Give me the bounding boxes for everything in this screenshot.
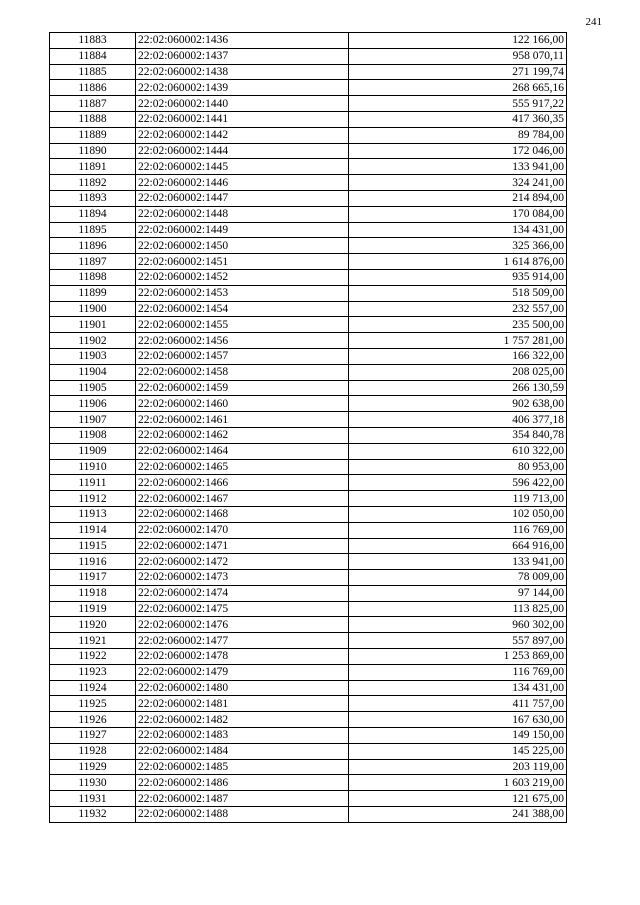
table-row bbox=[50, 380, 567, 396]
table-row bbox=[50, 601, 567, 617]
table-row bbox=[50, 159, 567, 175]
value-cell: 172 046,00 bbox=[349, 143, 567, 159]
table-row bbox=[50, 175, 567, 191]
value-cell: 235 500,00 bbox=[349, 317, 567, 333]
table-row bbox=[50, 759, 567, 775]
cadastral-number-cell: 22:02:060002:1444 bbox=[136, 143, 349, 159]
value-cell: 116 769,00 bbox=[349, 522, 567, 538]
table-row bbox=[50, 712, 567, 728]
row-number-cell: 11883 bbox=[50, 33, 136, 49]
row-number-cell: 11901 bbox=[50, 317, 136, 333]
table-row bbox=[50, 538, 567, 554]
cadastral-number-cell: 22:02:060002:1447 bbox=[136, 190, 349, 206]
table-row bbox=[50, 680, 567, 696]
table-row bbox=[50, 412, 567, 428]
row-number-cell: 11931 bbox=[50, 791, 136, 807]
cadastral-number-cell: 22:02:060002:1457 bbox=[136, 348, 349, 364]
cadastral-number-cell: 22:02:060002:1458 bbox=[136, 364, 349, 380]
value-cell: 664 916,00 bbox=[349, 538, 567, 554]
cadastral-number-cell: 22:02:060002:1476 bbox=[136, 617, 349, 633]
row-number-cell: 11929 bbox=[50, 759, 136, 775]
value-cell: 121 675,00 bbox=[349, 791, 567, 807]
table-row bbox=[50, 696, 567, 712]
value-cell: 133 941,00 bbox=[349, 554, 567, 570]
row-number-cell: 11919 bbox=[50, 601, 136, 617]
cadastral-number-cell: 22:02:060002:1436 bbox=[136, 33, 349, 49]
cadastral-number-cell: 22:02:060002:1480 bbox=[136, 680, 349, 696]
value-cell: 268 665,16 bbox=[349, 80, 567, 96]
table-row bbox=[50, 443, 567, 459]
cadastral-number-cell: 22:02:060002:1486 bbox=[136, 775, 349, 791]
cadastral-number-cell: 22:02:060002:1482 bbox=[136, 712, 349, 728]
cadastral-number-cell: 22:02:060002:1475 bbox=[136, 601, 349, 617]
row-number-cell: 11914 bbox=[50, 522, 136, 538]
cadastral-number-cell: 22:02:060002:1446 bbox=[136, 175, 349, 191]
row-number-cell: 11899 bbox=[50, 285, 136, 301]
registry-table-body bbox=[50, 33, 567, 823]
value-cell: 134 431,00 bbox=[349, 680, 567, 696]
cadastral-number-cell: 22:02:060002:1452 bbox=[136, 269, 349, 285]
value-cell: 1 603 219,00 bbox=[349, 775, 567, 791]
row-number-cell: 11902 bbox=[50, 333, 136, 349]
row-number-cell: 11926 bbox=[50, 712, 136, 728]
table-row bbox=[50, 206, 567, 222]
row-number-cell: 11888 bbox=[50, 111, 136, 127]
value-cell: 113 825,00 bbox=[349, 601, 567, 617]
row-number-cell: 11907 bbox=[50, 412, 136, 428]
cadastral-number-cell: 22:02:060002:1451 bbox=[136, 254, 349, 270]
cadastral-number-cell: 22:02:060002:1445 bbox=[136, 159, 349, 175]
row-number-cell: 11917 bbox=[50, 570, 136, 586]
table-row bbox=[50, 238, 567, 254]
cadastral-number-cell: 22:02:060002:1454 bbox=[136, 301, 349, 317]
value-cell: 1 757 281,00 bbox=[349, 333, 567, 349]
row-number-cell: 11913 bbox=[50, 506, 136, 522]
value-cell: 145 225,00 bbox=[349, 743, 567, 759]
table-row bbox=[50, 775, 567, 791]
value-cell: 134 431,00 bbox=[349, 222, 567, 238]
value-cell: 208 025,00 bbox=[349, 364, 567, 380]
cadastral-number-cell: 22:02:060002:1478 bbox=[136, 649, 349, 665]
table-row bbox=[50, 506, 567, 522]
row-number-cell: 11896 bbox=[50, 238, 136, 254]
cadastral-number-cell: 22:02:060002:1438 bbox=[136, 64, 349, 80]
row-number-cell: 11908 bbox=[50, 427, 136, 443]
value-cell: 80 953,00 bbox=[349, 459, 567, 475]
table-row bbox=[50, 396, 567, 412]
row-number-cell: 11924 bbox=[50, 680, 136, 696]
cadastral-number-cell: 22:02:060002:1467 bbox=[136, 491, 349, 507]
cadastral-number-cell: 22:02:060002:1441 bbox=[136, 111, 349, 127]
cadastral-number-cell: 22:02:060002:1448 bbox=[136, 206, 349, 222]
value-cell: 596 422,00 bbox=[349, 475, 567, 491]
value-cell: 149 150,00 bbox=[349, 728, 567, 744]
table-row bbox=[50, 633, 567, 649]
cadastral-number-cell: 22:02:060002:1449 bbox=[136, 222, 349, 238]
cadastral-number-cell: 22:02:060002:1465 bbox=[136, 459, 349, 475]
value-cell: 555 917,22 bbox=[349, 96, 567, 112]
value-cell: 170 084,00 bbox=[349, 206, 567, 222]
table-row bbox=[50, 364, 567, 380]
cadastral-number-cell: 22:02:060002:1440 bbox=[136, 96, 349, 112]
cadastral-number-cell: 22:02:060002:1462 bbox=[136, 427, 349, 443]
table-row bbox=[50, 743, 567, 759]
row-number-cell: 11889 bbox=[50, 127, 136, 143]
table-row bbox=[50, 791, 567, 807]
table-row bbox=[50, 269, 567, 285]
value-cell: 116 769,00 bbox=[349, 664, 567, 680]
table-row bbox=[50, 333, 567, 349]
cadastral-number-cell: 22:02:060002:1473 bbox=[136, 570, 349, 586]
value-cell: 78 009,00 bbox=[349, 570, 567, 586]
table-row bbox=[50, 585, 567, 601]
value-cell: 241 388,00 bbox=[349, 807, 567, 823]
value-cell: 89 784,00 bbox=[349, 127, 567, 143]
cadastral-number-cell: 22:02:060002:1488 bbox=[136, 807, 349, 823]
cadastral-number-cell: 22:02:060002:1471 bbox=[136, 538, 349, 554]
row-number-cell: 11909 bbox=[50, 443, 136, 459]
page-number: 241 bbox=[585, 16, 602, 28]
value-cell: 935 914,00 bbox=[349, 269, 567, 285]
row-number-cell: 11895 bbox=[50, 222, 136, 238]
cadastral-number-cell: 22:02:060002:1487 bbox=[136, 791, 349, 807]
row-number-cell: 11911 bbox=[50, 475, 136, 491]
cadastral-number-cell: 22:02:060002:1450 bbox=[136, 238, 349, 254]
value-cell: 406 377,18 bbox=[349, 412, 567, 428]
value-cell: 97 144,00 bbox=[349, 585, 567, 601]
cadastral-number-cell: 22:02:060002:1437 bbox=[136, 48, 349, 64]
table-row bbox=[50, 807, 567, 823]
value-cell: 324 241,00 bbox=[349, 175, 567, 191]
cadastral-number-cell: 22:02:060002:1461 bbox=[136, 412, 349, 428]
row-number-cell: 11886 bbox=[50, 80, 136, 96]
value-cell: 102 050,00 bbox=[349, 506, 567, 522]
value-cell: 214 894,00 bbox=[349, 190, 567, 206]
cadastral-number-cell: 22:02:060002:1468 bbox=[136, 506, 349, 522]
cadastral-number-cell: 22:02:060002:1484 bbox=[136, 743, 349, 759]
table-row bbox=[50, 285, 567, 301]
table-row bbox=[50, 491, 567, 507]
table-row bbox=[50, 64, 567, 80]
cadastral-number-cell: 22:02:060002:1470 bbox=[136, 522, 349, 538]
row-number-cell: 11897 bbox=[50, 254, 136, 270]
cadastral-number-cell: 22:02:060002:1479 bbox=[136, 664, 349, 680]
value-cell: 1 253 869,00 bbox=[349, 649, 567, 665]
value-cell: 167 630,00 bbox=[349, 712, 567, 728]
cadastral-number-cell: 22:02:060002:1460 bbox=[136, 396, 349, 412]
row-number-cell: 11890 bbox=[50, 143, 136, 159]
table-row bbox=[50, 570, 567, 586]
row-number-cell: 11910 bbox=[50, 459, 136, 475]
row-number-cell: 11905 bbox=[50, 380, 136, 396]
row-number-cell: 11904 bbox=[50, 364, 136, 380]
value-cell: 166 322,00 bbox=[349, 348, 567, 364]
value-cell: 417 360,35 bbox=[349, 111, 567, 127]
table-row bbox=[50, 33, 567, 49]
row-number-cell: 11898 bbox=[50, 269, 136, 285]
value-cell: 122 166,00 bbox=[349, 33, 567, 49]
row-number-cell: 11923 bbox=[50, 664, 136, 680]
table-row bbox=[50, 190, 567, 206]
row-number-cell: 11921 bbox=[50, 633, 136, 649]
table-row bbox=[50, 728, 567, 744]
table-row bbox=[50, 254, 567, 270]
value-cell: 960 302,00 bbox=[349, 617, 567, 633]
cadastral-registry-table bbox=[49, 32, 567, 823]
row-number-cell: 11912 bbox=[50, 491, 136, 507]
cadastral-number-cell: 22:02:060002:1456 bbox=[136, 333, 349, 349]
table-row bbox=[50, 617, 567, 633]
table-row bbox=[50, 317, 567, 333]
table-row bbox=[50, 127, 567, 143]
row-number-cell: 11891 bbox=[50, 159, 136, 175]
table-row bbox=[50, 459, 567, 475]
table-row bbox=[50, 48, 567, 64]
row-number-cell: 11930 bbox=[50, 775, 136, 791]
row-number-cell: 11920 bbox=[50, 617, 136, 633]
value-cell: 232 557,00 bbox=[349, 301, 567, 317]
value-cell: 557 897,00 bbox=[349, 633, 567, 649]
cadastral-number-cell: 22:02:060002:1455 bbox=[136, 317, 349, 333]
row-number-cell: 11900 bbox=[50, 301, 136, 317]
cadastral-number-cell: 22:02:060002:1474 bbox=[136, 585, 349, 601]
row-number-cell: 11906 bbox=[50, 396, 136, 412]
table-row bbox=[50, 348, 567, 364]
cadastral-number-cell: 22:02:060002:1439 bbox=[136, 80, 349, 96]
row-number-cell: 11892 bbox=[50, 175, 136, 191]
value-cell: 266 130,59 bbox=[349, 380, 567, 396]
cadastral-number-cell: 22:02:060002:1459 bbox=[136, 380, 349, 396]
row-number-cell: 11887 bbox=[50, 96, 136, 112]
row-number-cell: 11884 bbox=[50, 48, 136, 64]
table-row bbox=[50, 96, 567, 112]
row-number-cell: 11922 bbox=[50, 649, 136, 665]
value-cell: 119 713,00 bbox=[349, 491, 567, 507]
table-row bbox=[50, 222, 567, 238]
row-number-cell: 11893 bbox=[50, 190, 136, 206]
row-number-cell: 11903 bbox=[50, 348, 136, 364]
cadastral-number-cell: 22:02:060002:1464 bbox=[136, 443, 349, 459]
cadastral-number-cell: 22:02:060002:1477 bbox=[136, 633, 349, 649]
table-row bbox=[50, 475, 567, 491]
value-cell: 411 757,00 bbox=[349, 696, 567, 712]
table-row bbox=[50, 427, 567, 443]
value-cell: 902 638,00 bbox=[349, 396, 567, 412]
row-number-cell: 11925 bbox=[50, 696, 136, 712]
table-row bbox=[50, 301, 567, 317]
value-cell: 271 199,74 bbox=[349, 64, 567, 80]
table-row bbox=[50, 649, 567, 665]
value-cell: 325 366,00 bbox=[349, 238, 567, 254]
value-cell: 133 941,00 bbox=[349, 159, 567, 175]
cadastral-number-cell: 22:02:060002:1466 bbox=[136, 475, 349, 491]
value-cell: 354 840,78 bbox=[349, 427, 567, 443]
value-cell: 203 119,00 bbox=[349, 759, 567, 775]
cadastral-number-cell: 22:02:060002:1453 bbox=[136, 285, 349, 301]
row-number-cell: 11928 bbox=[50, 743, 136, 759]
value-cell: 610 322,00 bbox=[349, 443, 567, 459]
row-number-cell: 11927 bbox=[50, 728, 136, 744]
row-number-cell: 11885 bbox=[50, 64, 136, 80]
cadastral-number-cell: 22:02:060002:1472 bbox=[136, 554, 349, 570]
row-number-cell: 11932 bbox=[50, 807, 136, 823]
row-number-cell: 11915 bbox=[50, 538, 136, 554]
table-row bbox=[50, 554, 567, 570]
table-row bbox=[50, 143, 567, 159]
row-number-cell: 11894 bbox=[50, 206, 136, 222]
table-row bbox=[50, 522, 567, 538]
table-row bbox=[50, 664, 567, 680]
cadastral-number-cell: 22:02:060002:1481 bbox=[136, 696, 349, 712]
cadastral-number-cell: 22:02:060002:1442 bbox=[136, 127, 349, 143]
row-number-cell: 11918 bbox=[50, 585, 136, 601]
value-cell: 958 070,11 bbox=[349, 48, 567, 64]
table-row bbox=[50, 111, 567, 127]
cadastral-number-cell: 22:02:060002:1483 bbox=[136, 728, 349, 744]
value-cell: 518 509,00 bbox=[349, 285, 567, 301]
table-row bbox=[50, 80, 567, 96]
value-cell: 1 614 876,00 bbox=[349, 254, 567, 270]
row-number-cell: 11916 bbox=[50, 554, 136, 570]
cadastral-number-cell: 22:02:060002:1485 bbox=[136, 759, 349, 775]
